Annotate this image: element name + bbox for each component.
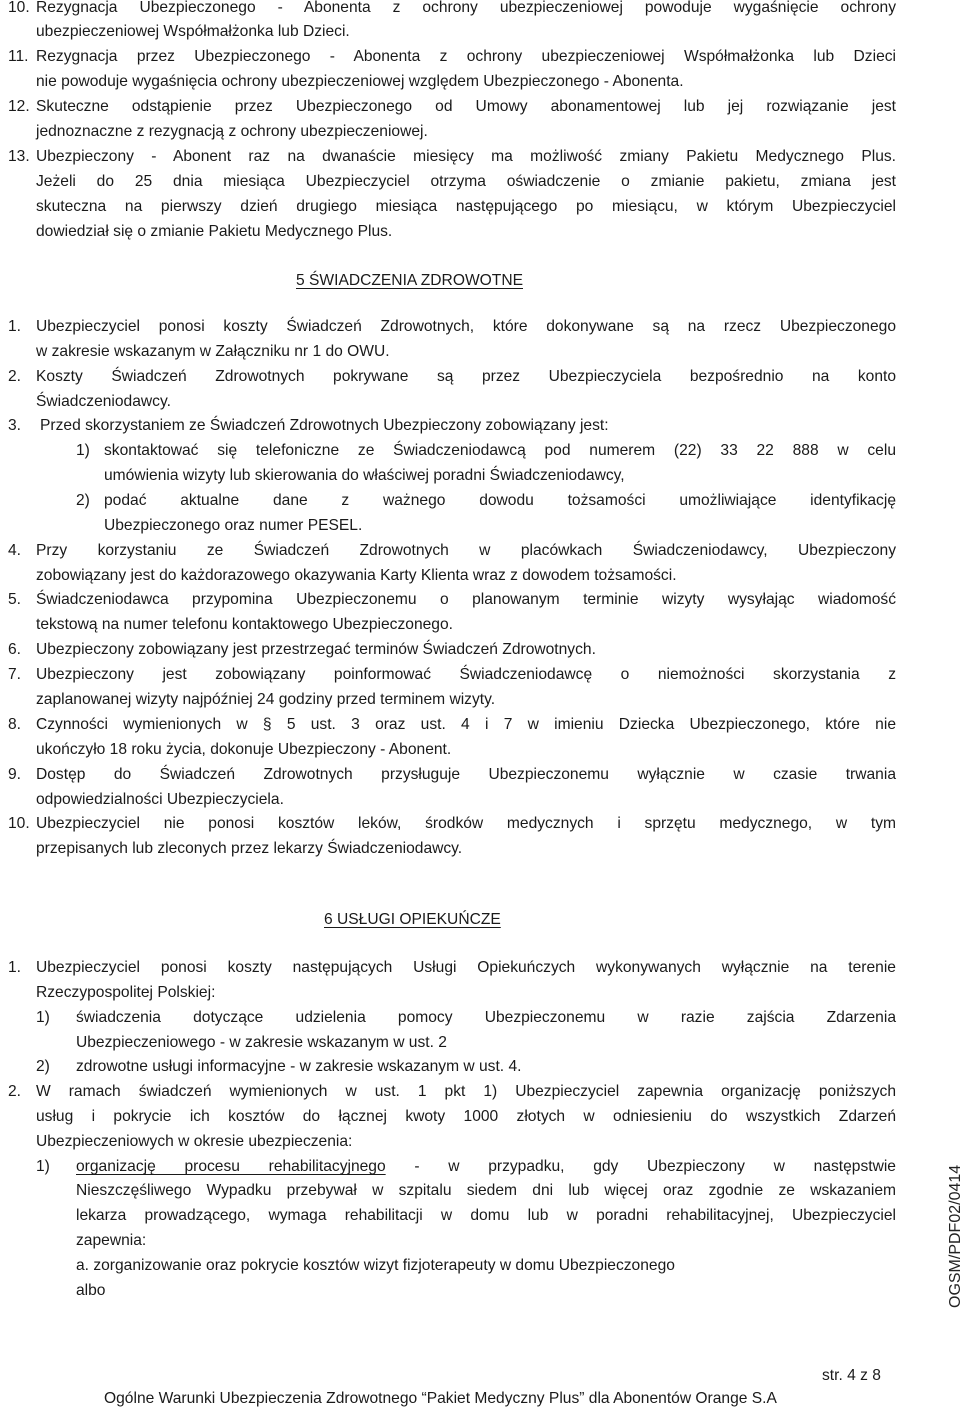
s5-item-9-number: 9.: [8, 766, 22, 783]
section-6-heading: 6 USŁUGI OPIEKUŃCZE: [324, 911, 501, 928]
s5-item-7-text: Ubezpieczony jest zobowiązany poinformować Świadczeniodawcę o niemożności skorzystania z: [36, 666, 896, 683]
section-5-heading: 5 ŚWIADCZENIA ZDROWOTNE: [296, 272, 523, 289]
rehabilitation-term: organizację procesu rehabilitacyjnego: [76, 1158, 386, 1175]
document-code-vertical: OGSM/PDF02/0414: [947, 1164, 964, 1308]
s6-item-1-sub-2-number: 2): [36, 1058, 50, 1075]
s5-item-8-text: Czynności wymienionych w § 5 ust. 3 oraz ust. 4 i 7 w imieniu Dziecka Ubezpieczonego, które nie: [36, 716, 896, 733]
item-13-text-cont: Jeżeli do 25 dnia miesiąca Ubezpieczyciel otrzyma oświadczenie o zmianie pakietu, zmiana jest: [36, 173, 896, 190]
s5-item-5-text: Świadczeniodawca przypomina Ubezpieczonemu o planowanym terminie wizyty wysyłając wiadomość: [36, 591, 896, 608]
s6-item-2-sub-1-text: organizację procesu rehabilitacyjnego - w przypadku, gdy Ubezpieczony w następstwie: [76, 1158, 896, 1175]
s6-item-1-sub-1-text: świadczenia dotyczące udzielenia pomocy Ubezpieczonemu w razie zajścia Zdarzenia: [76, 1009, 896, 1026]
item-13-text-cont: skuteczna na pierwszy dzień drugiego miesiąca następującego po miesiącu, w którym Ubezpieczyciel: [36, 198, 896, 215]
item-10-number: 10.: [8, 0, 30, 16]
s6-item-1-text-cont: Rzeczypospolitej Polskiej:: [36, 984, 216, 1001]
s5-item-4-number: 4.: [8, 542, 22, 559]
s6-item-2-sub-1-point-a: a. zorganizowanie oraz pokrycie kosztów wizyt fizjoterapeuty w domu Ubezpieczonego: [76, 1257, 675, 1274]
s5-item-10-text-cont: przepisanych lub zleconych przez lekarzy Świadczeniodawcy.: [36, 840, 463, 857]
item-12-text-cont: jednoznaczne z rezygnacją z ochrony ubezpieczeniowej.: [36, 123, 428, 140]
s5-item-3-sub-2-text-cont: Ubezpieczonego oraz numer PESEL.: [104, 517, 363, 534]
item-11-text: Rezygnacja przez Ubezpieczonego - Abonenta z ochrony ubezpieczeniowej Współmałżonka lub Dzieci: [36, 48, 896, 65]
item-10-text-cont: ubezpieczeniowej Współmałżonka lub Dzieci.: [36, 23, 350, 40]
s6-item-2-text-cont: usług i pokrycie ich kosztów do łącznej kwoty 1000 złotych w odniesieniu do wszystkich Zdarzeń: [36, 1108, 896, 1125]
item-12-number: 12.: [8, 98, 30, 115]
s6-item-2-text: W ramach świadczeń wymienionych w ust. 1 pkt 1) Ubezpieczyciel zapewnia organizację poniższych: [36, 1083, 896, 1100]
item-12-text: Skuteczne odstąpienie przez Ubezpieczonego od Umowy abonamentowej lub jej rozwiązanie jest: [36, 98, 896, 115]
s5-item-5-number: 5.: [8, 591, 22, 608]
s5-item-5-text-cont: tekstową na numer telefonu kontaktowego Ubezpieczonego.: [36, 616, 453, 633]
s6-item-2-sub-1-text-cont: Nieszczęśliwego Wypadku przebywał w szpitalu siedem dni lub więcej oraz zgodnie ze wskazaniem: [76, 1182, 896, 1199]
item-11-text-cont: nie powoduje wygaśnięcia ochrony ubezpieczeniowej względem Ubezpieczonego - Abonenta.: [36, 73, 684, 90]
s5-item-3-number: 3.: [8, 417, 22, 434]
s5-item-10-number: 10.: [8, 815, 30, 832]
s6-item-1-sub-2-text: zdrowotne usługi informacyjne - w zakresie wskazanym w ust. 4.: [76, 1058, 522, 1075]
s5-item-8-text-cont: ukończyło 18 roku życia, dokonuje Ubezpieczony - Abonent.: [36, 741, 452, 758]
item-13-number: 13.: [8, 148, 30, 165]
s5-item-8-number: 8.: [8, 716, 22, 733]
s6-item-1-sub-1-number: 1): [36, 1009, 50, 1026]
s6-item-2-text-cont: Ubezpieczeniowych w okresie ubezpieczenia:: [36, 1133, 353, 1150]
s5-item-2-text-cont: Świadczeniodawcy.: [36, 393, 171, 410]
s6-item-1-sub-1-text-cont: Ubezpieczeniowego - w zakresie wskazanym w ust. 2: [76, 1034, 447, 1051]
s5-item-3-sub-2-text: podać aktualne dane z ważnego dowodu tożsamości umożliwiające identyfikację: [104, 492, 896, 509]
s6-item-2-number: 2.: [8, 1083, 22, 1100]
item-10-text: Rezygnacja Ubezpieczonego - Abonenta z ochrony ubezpieczeniowej powoduje wygaśnięcie ochrony: [36, 0, 896, 16]
s5-item-10-text: Ubezpieczyciel nie ponosi kosztów leków, środków medycznych i sprzętu medycznego, w tym: [36, 815, 896, 832]
s5-item-1-number: 1.: [8, 318, 22, 335]
s5-item-6-number: 6.: [8, 641, 22, 658]
item-11-number: 11.: [8, 48, 29, 65]
s6-item-2-sub-1-text-cont: zapewnia:: [76, 1232, 147, 1249]
s5-item-7-text-cont: zaplanowanej wizyty najpóźniej 24 godziny przed terminem wizyty.: [36, 691, 496, 708]
s6-item-2-sub-1-text-cont: lekarza prowadzącego, wymaga rehabilitacji w domu lub w poradni rehabilitacyjnej, Ubezpieczyciel: [76, 1207, 896, 1224]
s5-item-4-text: Przy korzystaniu ze Świadczeń Zdrowotnych w placówkach Świadczeniodawcy, Ubezpieczony: [36, 542, 896, 559]
s5-item-4-text-cont: zobowiązany jest do każdorazowego okazywania Karty Klienta wraz z dowodem tożsamości.: [36, 567, 677, 584]
s5-item-3-sub-1-number: 1): [76, 442, 90, 459]
s5-item-9-text-cont: odpowiedzialności Ubezpieczyciela.: [36, 791, 284, 808]
s5-item-3-sub-1-text: skontaktować się telefoniczne ze Świadczeniodawcą pod numerem (22) 33 22 888 w celu: [104, 442, 896, 459]
s5-item-9-text: Dostęp do Świadczeń Zdrowotnych przysługuje Ubezpieczonemu wyłącznie w czasie trwania: [36, 766, 896, 783]
footer-title: Ogólne Warunki Ubezpieczenia Zdrowotnego “Pakiet Medyczny Plus” dla Abonentów Orange S.A: [104, 1390, 777, 1407]
item-13-text-cont: dowiedział się o zmianie Pakietu Medycznego Plus.: [36, 223, 393, 240]
s5-item-1-text-cont: w zakresie wskazanym w Załączniku nr 1 do OWU.: [36, 343, 390, 360]
s6-item-2-sub-1-albo: albo: [76, 1282, 106, 1299]
s5-item-1-text: Ubezpieczyciel ponosi koszty Świadczeń Zdrowotnych, które dokonywane są na rzecz Ubezpieczonego: [36, 318, 896, 335]
s5-item-3-text: Przed skorzystaniem ze Świadczeń Zdrowotnych Ubezpieczony zobowiązany jest:: [40, 417, 609, 434]
s6-item-1-number: 1.: [8, 959, 22, 976]
s5-item-6-text: Ubezpieczony zobowiązany jest przestrzegać terminów Świadczeń Zdrowotnych.: [36, 641, 596, 658]
item-13-text: Ubezpieczony - Abonent raz na dwanaście miesięcy ma możliwość zmiany Pakietu Medycznego Plus.: [36, 148, 896, 165]
s5-item-7-number: 7.: [8, 666, 22, 683]
s5-item-3-sub-2-number: 2): [76, 492, 90, 509]
s6-item-1-text: Ubezpieczyciel ponosi koszty następujących Usługi Opiekuńczych wykonywanych wyłącznie na terenie: [36, 959, 896, 976]
s5-item-2-number: 2.: [8, 368, 22, 385]
page-number: str. 4 z 8: [822, 1367, 881, 1384]
s6-item-2-sub-1-number: 1): [36, 1158, 50, 1175]
s5-item-3-sub-1-text-cont: umówienia wizyty lub skierowania do właściwej poradni Świadczeniodawcy,: [104, 467, 625, 484]
s5-item-2-text: Koszty Świadczeń Zdrowotnych pokrywane są przez Ubezpieczyciela bezpośrednio na konto: [36, 368, 896, 385]
